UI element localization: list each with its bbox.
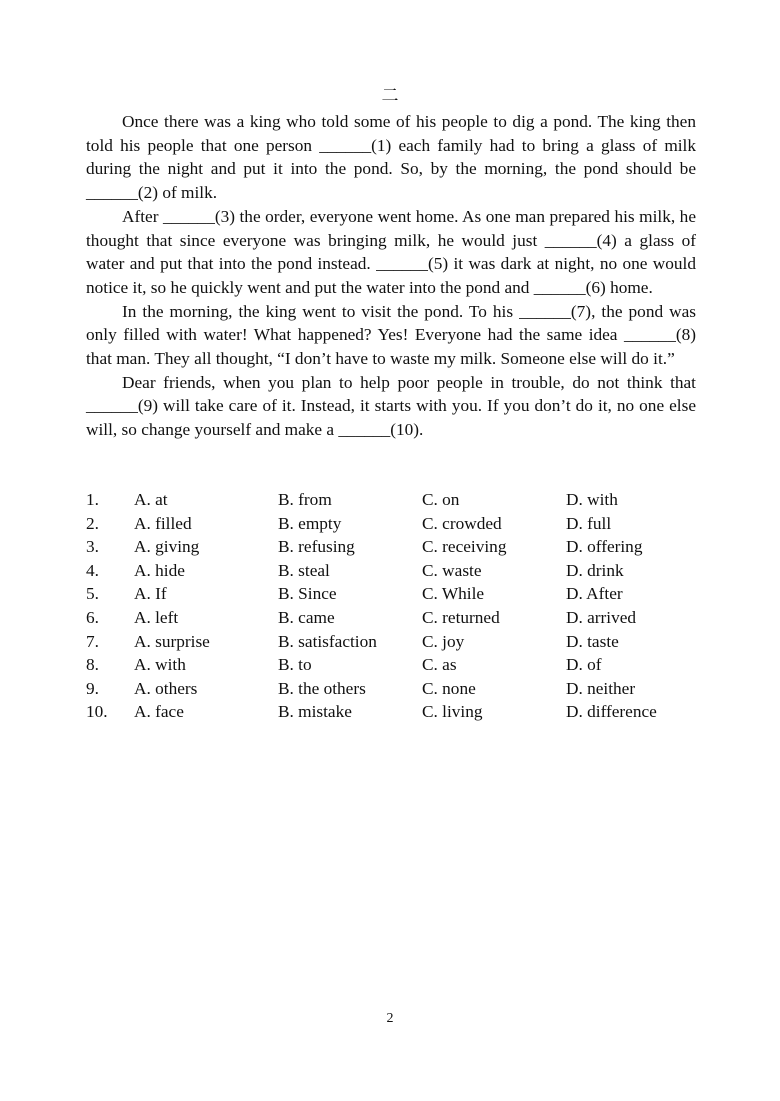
option-d: D. drink — [566, 560, 624, 580]
answer-options-list — [86, 488, 696, 724]
option-b: B. to — [278, 655, 312, 675]
question-row — [86, 582, 696, 606]
option-b: B. empty — [278, 513, 342, 533]
passage-paragraph-1: Once there was a king who told some of his people to dig a pond. The king then told his people that one person ______(1) each family had to bring a glass of milk during the night and put it into the pond. So, by the morning, the pond should be ______(2) of milk. — [86, 112, 696, 203]
option-c: C. joy — [422, 631, 465, 651]
option-a: A. giving — [134, 537, 200, 557]
question-number: 1. — [86, 490, 99, 509]
option-a: A. filled — [134, 513, 192, 533]
option-a: A. with — [134, 655, 186, 675]
option-d: D. of — [566, 655, 602, 675]
option-b: B. came — [278, 607, 335, 627]
question-row — [86, 677, 696, 701]
question-row — [86, 512, 696, 536]
option-a: A. face — [134, 702, 184, 722]
option-d: D. taste — [566, 631, 619, 651]
option-d: D. After — [566, 584, 623, 604]
option-d: D. neither — [566, 678, 636, 698]
option-c: C. living — [422, 702, 483, 722]
option-c: C. crowded — [422, 513, 502, 533]
option-d: D. arrived — [566, 607, 637, 627]
option-b: B. the others — [278, 678, 366, 698]
passage-paragraph-4: Dear friends, when you plan to help poor people in trouble, do not think that ______(9) will take care of it. Instead, it starts with you. If you don’t do it, no one else will, so change yourself and make a ______(10). — [86, 372, 696, 440]
option-b: B. Since — [278, 584, 337, 604]
option-d: D. with — [566, 490, 618, 509]
question-row — [86, 488, 696, 512]
question-number: 2. — [86, 513, 99, 533]
question-row — [86, 606, 696, 630]
option-c: C. While — [422, 584, 485, 604]
option-c: C. on — [422, 490, 460, 509]
question-number: 6. — [86, 607, 99, 627]
question-number: 7. — [86, 631, 99, 651]
question-row — [86, 559, 696, 583]
question-number: 9. — [86, 678, 99, 698]
option-b: B. refusing — [278, 537, 355, 557]
option-d: D. full — [566, 513, 612, 533]
option-c: C. returned — [422, 607, 500, 627]
option-b: B. satisfaction — [278, 631, 377, 651]
question-number: 3. — [86, 537, 99, 557]
option-a: A. others — [134, 678, 198, 698]
option-c: C. as — [422, 655, 457, 675]
cloze-passage — [86, 110, 696, 442]
option-a: A. If — [134, 584, 167, 604]
option-b: B. from — [278, 490, 332, 509]
option-a: A. surprise — [134, 631, 210, 651]
question-number: 4. — [86, 560, 99, 580]
page-number: 2 — [386, 1011, 394, 1026]
section-heading: 二 — [381, 86, 399, 105]
passage-paragraph-2: After ______(3) the order, everyone went home. As one man prepared his milk, he thought that since everyone was bringing milk, he would just ______(4) a glass of water and put that into the pond instead. ______(5) it was dark at night, no one would notice it, so he quickly went and put the water into the pond and ______(6) home. — [86, 206, 696, 297]
question-row — [86, 535, 696, 559]
option-a: A. at — [134, 490, 168, 509]
question-number: 10. — [86, 702, 108, 722]
question-row — [86, 630, 696, 654]
option-b: B. mistake — [278, 702, 352, 722]
option-c: C. receiving — [422, 537, 507, 557]
option-d: D. difference — [566, 702, 657, 722]
option-a: A. hide — [134, 560, 185, 580]
question-number: 5. — [86, 584, 99, 604]
option-d: D. offering — [566, 537, 643, 557]
passage-paragraph-3: In the morning, the king went to visit the pond. To his ______(7), the pond was only filled with water! What happened? Yes! Everyone had the same idea ______(8) that man. They all thought, “I don’t have to waste my milk. Someone else will do it.” — [86, 301, 696, 369]
option-c: C. none — [422, 678, 476, 698]
question-number: 8. — [86, 655, 99, 675]
option-b: B. steal — [278, 560, 330, 580]
question-row — [86, 700, 696, 724]
option-c: C. waste — [422, 560, 482, 580]
option-a: A. left — [134, 607, 179, 627]
question-row — [86, 653, 696, 677]
